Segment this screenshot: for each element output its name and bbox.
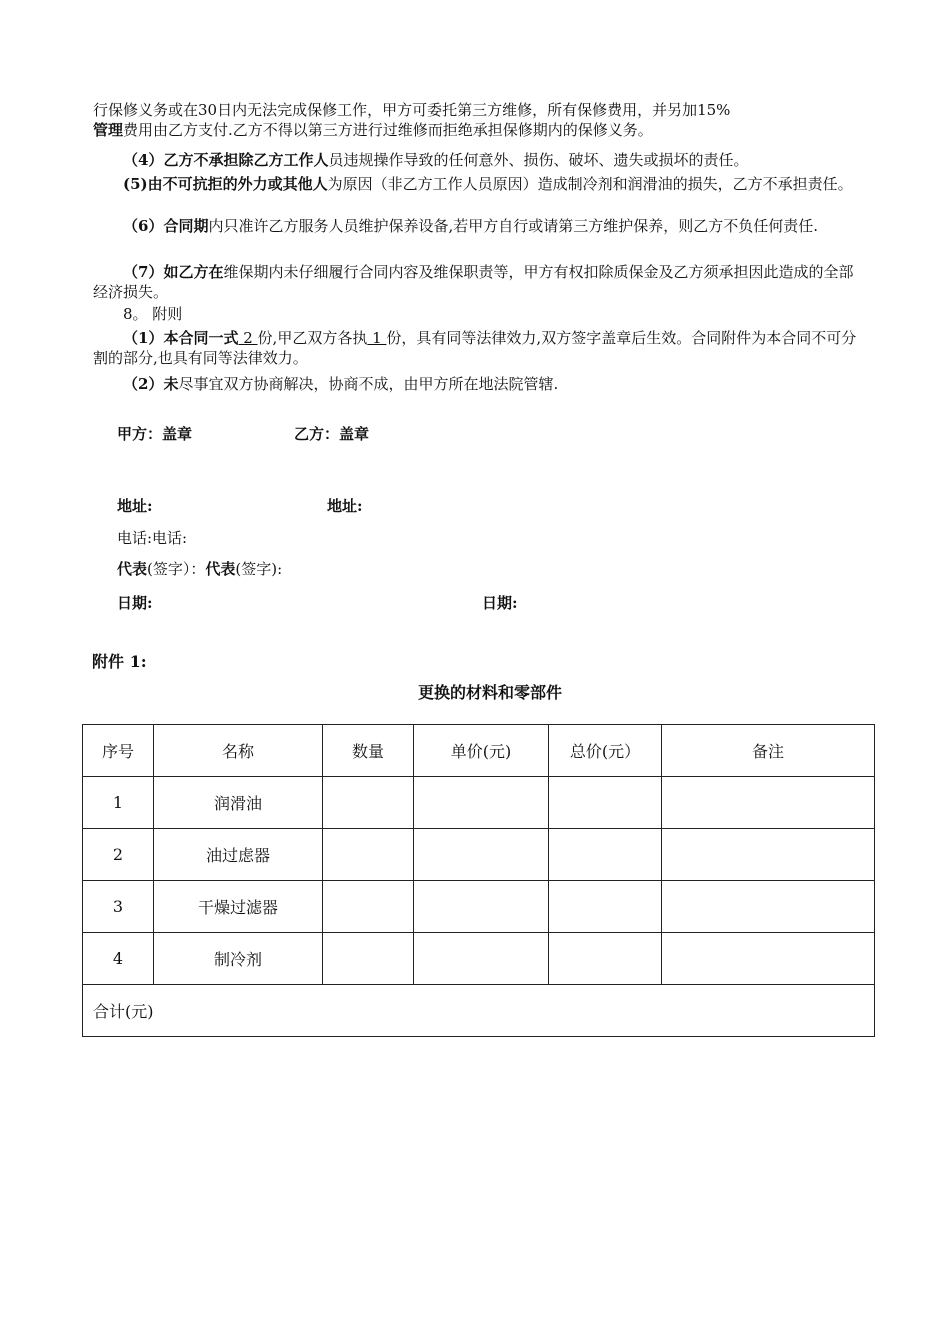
clause-8-1-mid: 份,甲乙双方各执	[257, 329, 368, 347]
row-quantity	[323, 777, 414, 829]
row-total-price	[549, 933, 662, 985]
table-total-row	[83, 985, 875, 1037]
header-name: 名称	[154, 725, 323, 777]
row-name: 干燥过滤器	[154, 881, 323, 933]
representative-line	[117, 559, 282, 579]
clause-4-lead: 乙方不承担除乙方工作人	[163, 151, 329, 169]
clause-5-text: 为原因（非乙方工作人员原因）造成制冷剂和润滑油的损失，乙方不承担责任。	[327, 175, 853, 193]
rep-b-label: 代表	[205, 560, 236, 578]
party-b-seal: 乙方：盖章	[294, 425, 370, 443]
section-8-heading: 8。 附则	[123, 305, 183, 323]
parts-table	[82, 724, 875, 1037]
row-unit-price	[414, 829, 549, 881]
rep-b-sign: (签字):	[235, 560, 283, 578]
row-name: 润滑油	[154, 777, 323, 829]
attachment-label: 附件 1:	[92, 652, 147, 671]
row-unit-price	[414, 777, 549, 829]
header-no: 序号	[83, 725, 154, 777]
clause-8-1-number: （1）	[123, 329, 164, 347]
clause-continuation-line1: 行保修义务或在30日内无法完成保修工作，甲方可委托第三方维修，所有保修费用，并另加15%	[93, 101, 731, 119]
clause-8-2	[93, 374, 863, 394]
row-name: 制冷剂	[154, 933, 323, 985]
row-no: 4	[83, 933, 154, 985]
clause-continuation-bold: 管理	[93, 121, 124, 139]
clause-4	[93, 150, 863, 170]
table-row	[83, 933, 875, 985]
row-total-price	[549, 777, 662, 829]
party-b-date: 日期:	[482, 594, 518, 612]
clause-8-1-text: 份，具有同等法律效力,双方签字盖章后生效。合同附件为本合同不可分割的部分,也具有同等法律效力。	[93, 329, 857, 367]
row-no: 1	[83, 777, 154, 829]
clause-7-text: 维保期内未仔细履行合同内容及维保职责等，甲方有权扣除质保金及乙方须承担因此造成的全部经济损失。	[93, 263, 854, 301]
table-row	[83, 829, 875, 881]
rep-a-label: 代表	[117, 560, 148, 578]
header-remarks: 备注	[662, 725, 875, 777]
clause-6	[93, 216, 863, 236]
row-total-price	[549, 829, 662, 881]
header-total-price: 总价(元）	[549, 725, 662, 777]
clause-continuation-line2: 费用由乙方支付.乙方不得以第三方进行过维修而拒绝承担保修期内的保修义务。	[123, 121, 653, 139]
table-row	[83, 777, 875, 829]
clause-5-lead: 由不可抗拒的外力或其他人	[147, 175, 328, 193]
copies-count: 2	[238, 329, 258, 347]
header-unit-price: 单价(元)	[414, 725, 549, 777]
clause-5	[93, 174, 863, 194]
clause-5-number: (5)	[123, 175, 148, 193]
row-remarks	[662, 933, 875, 985]
party-a-seal: 甲方：盖章	[117, 425, 193, 443]
row-no: 2	[83, 829, 154, 881]
total-label: 合计(元)	[83, 985, 875, 1037]
rep-a-sign: (签字）：	[147, 560, 206, 578]
clause-continuation	[93, 100, 863, 140]
party-a-address: 地址:	[117, 497, 153, 515]
table-header-row	[83, 725, 875, 777]
header-quantity: 数量	[323, 725, 414, 777]
row-remarks	[662, 881, 875, 933]
clause-8-2-lead: 未	[163, 375, 179, 393]
phone-line: 电话:电话:	[117, 529, 188, 547]
row-quantity	[323, 881, 414, 933]
clause-7-lead: 如乙方在	[163, 263, 224, 281]
attachment-title: 更换的材料和零部件	[417, 683, 562, 702]
row-unit-price	[414, 881, 549, 933]
row-unit-price	[414, 933, 549, 985]
row-remarks	[662, 777, 875, 829]
clause-6-text: 内只准许乙方服务人员维护保养设备,若甲方自行或请第三方维护保养，则乙方不负任何责任.	[208, 217, 818, 235]
clause-8-1-lead: 本合同一式	[163, 329, 239, 347]
party-b-address: 地址:	[327, 497, 363, 515]
clause-7-number: （7）	[123, 263, 164, 281]
clause-4-number: （4）	[123, 151, 164, 169]
row-no: 3	[83, 881, 154, 933]
row-quantity	[323, 933, 414, 985]
row-quantity	[323, 829, 414, 881]
clause-4-text: 员违规操作导致的任何意外、损伤、破坏、遗失或损坏的责任。	[328, 151, 749, 169]
row-name: 油过虑器	[154, 829, 323, 881]
row-remarks	[662, 829, 875, 881]
clause-6-lead: 合同期	[163, 217, 209, 235]
clause-8-2-text: 尽事宜双方协商解决，协商不成，由甲方所在地法院管辖.	[178, 375, 559, 393]
table-row	[83, 881, 875, 933]
clause-8-1	[93, 328, 863, 368]
row-total-price	[549, 881, 662, 933]
clause-6-number: （6）	[123, 217, 164, 235]
party-a-date: 日期:	[117, 594, 153, 612]
clause-7	[93, 262, 863, 302]
clause-8-2-number: （2）	[123, 375, 164, 393]
copies-each: 1	[367, 329, 387, 347]
